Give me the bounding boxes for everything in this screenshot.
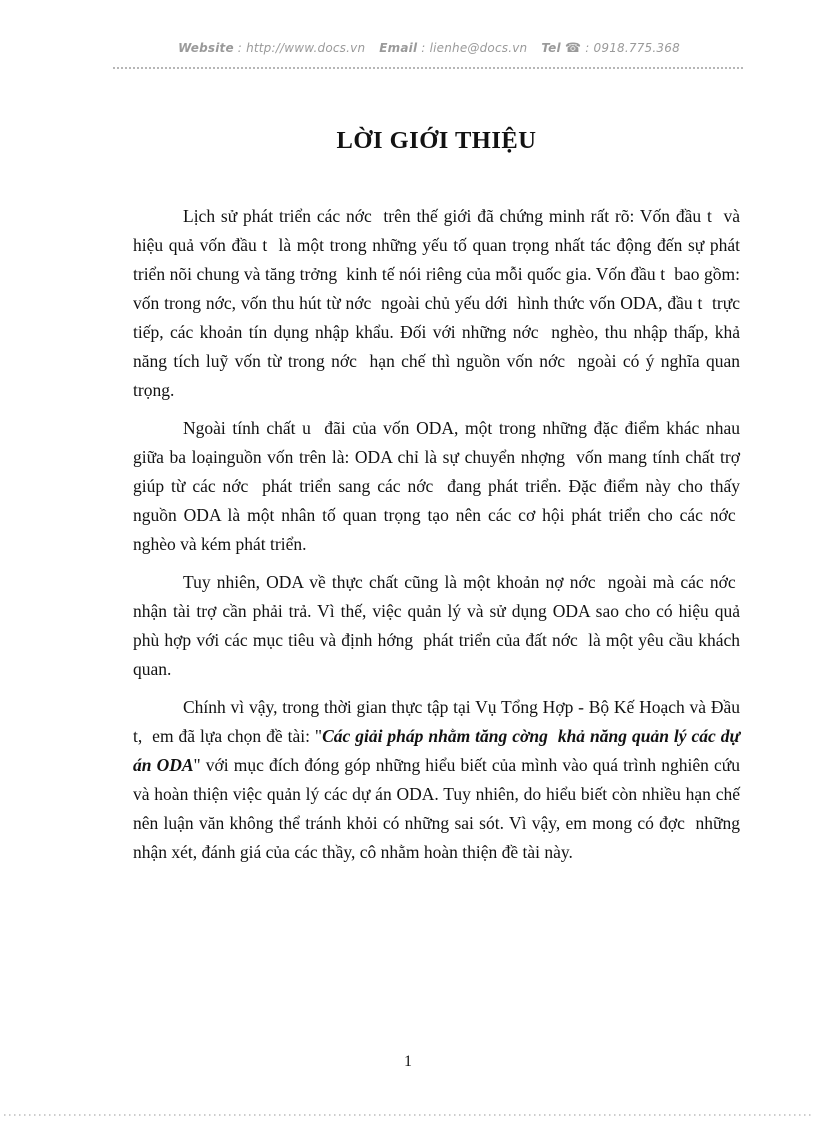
tel-label: Tel bbox=[541, 41, 561, 55]
website-value: : http://www.docs.vn bbox=[233, 41, 366, 55]
tel-value: : 0918.775.368 bbox=[581, 41, 680, 55]
page-number: 1 bbox=[404, 1053, 412, 1070]
thesis-title-emphasis: Các giải pháp nhằm tăng cờng khả năng quản lý các dự án ODA bbox=[133, 726, 740, 775]
email-value: : lienhe@docs.vn bbox=[417, 41, 528, 55]
paragraph-1: Lịch sử phát triển các nớc trên thế giới đã chứng minh rất rõ: Vốn đầu t và hiệu quả vốn đầu t là một trong những yếu tố quan trọng nhất tác động đến sự phát triển nõi chung và tăng trởng kinh tế nói riêng của mỗi quốc gia. Vốn đầu t bao gồm: vốn trong nớc, vốn thu hút từ nớc ngoài chủ yếu dới hình thức vốn ODA, đầu t trực tiếp, các khoản tín dụng nhập khẩu. Đối với những nớc nghèo, thu nhập thấp, khả năng tích luỹ vốn từ trong nớc hạn chế thì nguồn vốn nớc ngoài có ý nghĩa quan trọng. bbox=[133, 206, 740, 400]
footer-divider bbox=[4, 1114, 812, 1116]
paragraph-2: Ngoài tính chất u đãi của vốn ODA, một trong những đặc điểm khác nhau giữa ba loạinguồn vốn trên là: ODA chỉ là sự chuyển nhợng vốn mang tính chất trợ giúp từ các nớc phát triển sang các nớc đang phát triển. Đặc điểm này cho thấy nguồn ODA là một nhân tố quan trọng tạo nên các cơ hội phát triển cho các nớc nghèo và kém phát triển. bbox=[133, 418, 740, 554]
paragraph-4-pre: Chính vì vậy, trong thời gian thực tập tại Vụ Tổng Hợp - Bộ Kế Hoạch và Đầu t, em đã lựa chọn đề tài: " bbox=[133, 697, 740, 746]
document-body bbox=[133, 125, 740, 876]
page-title: LỜI GIỚI THIỆU bbox=[336, 127, 537, 154]
telephone-icon: ☎ bbox=[564, 41, 582, 56]
paragraph-3: Tuy nhiên, ODA về thực chất cũng là một khoản nợ nớc ngoài mà các nớc nhận tài trợ cần phải trả. Vì thế, việc quản lý và sử dụng ODA sao cho có hiệu quả phù hợp với các mục tiêu và định hớng phát triển của đất nớc là một yêu cầu khách quan. bbox=[133, 572, 740, 679]
website-label: Website bbox=[178, 41, 234, 55]
paragraph-4-post: " với mục đích đóng góp những hiểu biết của mình vào quá trình nghiên cứu và hoàn thiện việc quản lý các dự án ODA. Tuy nhiên, do hiểu biết còn nhiều hạn chế nên luận văn không thể tránh khỏi có những sai sót. Vì vậy, em mong có đợc những nhận xét, đánh giá của các thầy, cô nhằm hoàn thiện đề tài này. bbox=[133, 755, 740, 862]
page-header bbox=[113, 41, 745, 56]
paragraph-4 bbox=[133, 693, 740, 867]
header-divider bbox=[113, 67, 745, 69]
email-label: Email bbox=[379, 41, 418, 55]
